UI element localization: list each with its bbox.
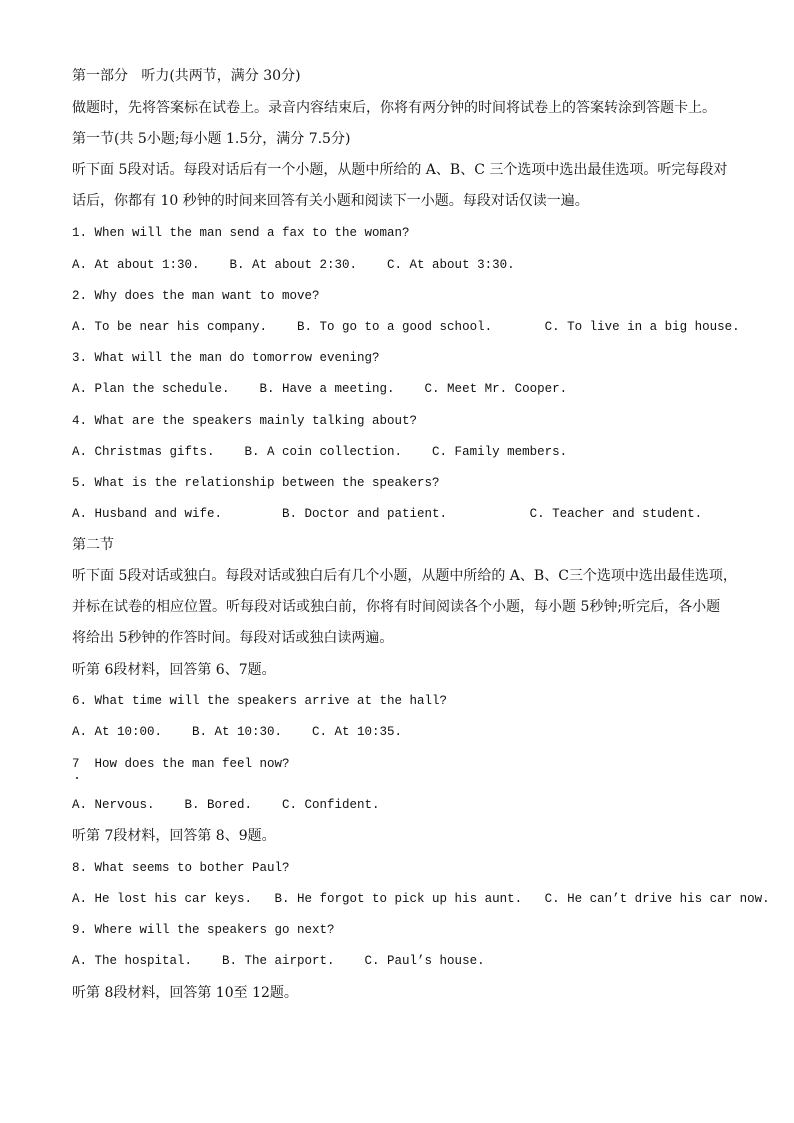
question-2: 2. Why does the man want to move? — [72, 289, 320, 303]
question-6-options: A. At 10:00. B. At 10:30. C. At 10:35. — [72, 725, 403, 739]
question-2-options: A. To be near his company. B. To go to a good school. C. To live in a big house. — [72, 320, 740, 334]
material-6-intro: 听第 6段材料，回答第 6、7题。 — [72, 662, 276, 678]
part1-instruction: 做题时，先将答案标在试卷上。录音内容结束后，你将有两分钟的时间将试卷上的答案转涂到答题卡上。 — [72, 100, 716, 116]
section2-instruction-line3: 将给出 5秒钟的作答时间。每段对话或独白读两遍。 — [72, 630, 394, 646]
section1-instruction-line1: 听下面 5段对话。每段对话后有一个小题，从题中所给的 A、B、C 三个选项中选出最佳选项。听完每段对 — [72, 162, 728, 178]
question-6: 6. What time will the speakers arrive at the hall? — [72, 694, 448, 708]
material-7-intro: 听第 7段材料，回答第 8、9题。 — [72, 828, 276, 844]
section2-heading: 第二节 — [72, 537, 114, 553]
material-8-intro: 听第 8段材料，回答第 10至 12题。 — [72, 985, 298, 1001]
question-9-options: A. The hospital. B. The airport. C. Paul’s house. — [72, 954, 485, 968]
question-7: 7 How does the man feel now? — [72, 757, 290, 771]
section1-instruction-line2: 话后，你都有 10 秒钟的时间来回答有关小题和阅读下一小题。每段对话仅读一遍。 — [72, 193, 589, 209]
part1-heading: 第一部分 听力(共两节，满分 30分) — [72, 68, 301, 84]
section1-heading: 第一节(共 5小题;每小题 1.5分，满分 7.5分) — [72, 131, 351, 147]
section2-instruction-line1: 听下面 5段对话或独白。每段对话或独白后有几个小题，从题中所给的 A、B、C三个选项中选出最佳选项， — [72, 568, 737, 584]
question-5-options: A. Husband and wife. B. Doctor and patient. C. Teacher and student. — [72, 507, 703, 521]
question-3: 3. What will the man do tomorrow evening? — [72, 351, 380, 365]
question-4-options: A. Christmas gifts. B. A coin collection. C. Family members. — [72, 445, 568, 459]
question-4: 4. What are the speakers mainly talking about? — [72, 414, 418, 428]
question-1: 1. When will the man send a fax to the woman? — [72, 226, 410, 240]
question-7-options: A. Nervous. B. Bored. C. Confident. — [72, 798, 380, 812]
question-8-options: A. He lost his car keys. B. He forgot to pick up his aunt. C. He can’t drive his car now. — [72, 892, 770, 906]
stray-mark — [76, 777, 78, 779]
question-1-options: A. At about 1:30. B. At about 2:30. C. At about 3:30. — [72, 258, 515, 272]
question-8: 8. What seems to bother Paul? — [72, 861, 290, 875]
question-9: 9. Where will the speakers go next? — [72, 923, 335, 937]
section2-instruction-line2: 并标在试卷的相应位置。听每段对话或独白前，你将有时间阅读各个小题，每小题 5秒钟;听完后，各小题 — [72, 599, 721, 615]
question-3-options: A. Plan the schedule. B. Have a meeting. C. Meet Mr. Cooper. — [72, 382, 568, 396]
question-5: 5. What is the relationship between the speakers? — [72, 476, 440, 490]
